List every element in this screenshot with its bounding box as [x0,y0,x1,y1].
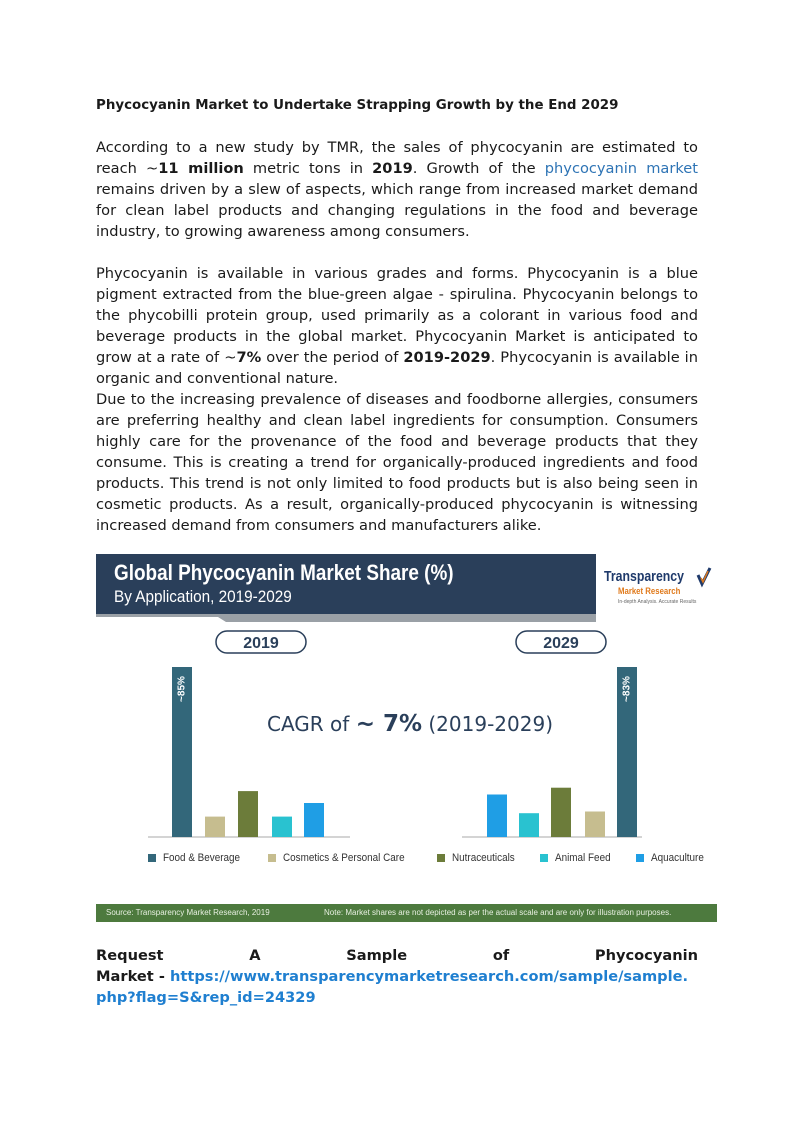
paragraph-3: Due to the increasing prevalence of diseases and foodborne allergies, consumers are preferring healthy and clean label ingredients for consumption. Consumers highly care for the provenance of the food and beverage products that they consume. This is creating a trend for organically-produced ingredients and food products. This trend is not only limited to food products but is also being seen in cosmetic products. As a result, organically-produced phycocyanin is witnessing increased demand from consumers and manufacturers alike. [96,391,698,534]
legend-item [148,852,249,864]
bar-cosmetics-personal-care [205,817,225,837]
request-word: Sample [346,947,408,964]
year-label: 2019 [243,635,279,652]
market-label: Market - [96,968,170,985]
legend-swatch [437,854,445,862]
paragraph-1: According to a new study by TMR, the sales of phycocyanin are estimated to reach ~11 million metric tons in 2019. Growth of the phycocyanin market remains driven by a slew of aspects, which range from increased market demand for clean label products and changing regulations in the food and beverage industry, to growing awareness among consumers. [96,139,698,240]
legend-label: Aquaculture [651,852,705,864]
legend-item [540,852,617,864]
bar-cosmetics-personal-care [585,812,605,838]
legend-label: Animal Feed [555,852,612,864]
sample-request [96,945,698,1008]
legend-label: Food & Beverage [163,852,241,864]
request-url-line [96,966,698,1008]
paragraph-2: Phycocyanin is available in various grades and forms. Phycocyanin is a blue pigment extracted from the blue-green algae - spirulina. Phycocyanin belongs to the phycobilli protein group, used primarily as a colorant in various food and beverage products in the global market. Phycocyanin Market is anticipated to grow at a rate of ~7% over the period of 2019-2029. Phycocyanin is available in organic and conventional nature. [96,265,698,387]
logo-name: Transparency [604,568,685,585]
legend-swatch [268,854,276,862]
chart-source: Source: Transparency Market Research, 2019 [106,908,270,917]
legend-item [636,852,710,864]
logo-check-icon [696,566,712,588]
request-word: Phycocyanin [594,947,698,964]
chart-subtitle: By Application, 2019-2029 [114,587,292,606]
cagr-prefix: CAGR of [267,712,356,736]
legend-swatch [540,854,548,862]
legend-item [437,852,522,864]
logo-tagline: In-depth Analysis. Accurate Results [618,599,697,605]
market-share-infographic [96,554,717,922]
cagr-value: ~ 7% [355,711,423,737]
legend-swatch [148,854,156,862]
bar-animal-feed [519,813,539,837]
cagr-annotation [267,711,553,737]
year-label: 2029 [543,635,579,652]
bar-nutraceuticals [551,788,571,837]
chart-title: Global Phycocyanin Market Share (%) [114,560,454,585]
bar-nutraceuticals [238,791,258,837]
chart-title-banner [96,554,596,614]
legend-item [268,852,418,864]
request-word: of [492,947,510,964]
phycocyanin-market-link[interactable]: phycocyanin market [544,160,698,177]
legend-label: Cosmetics & Personal Care [282,852,405,864]
legend-swatch [636,854,644,862]
sample-request-link[interactable]: https://www.transparencymarketresearch.com/sample/sample.php?flag=S&rep_id=24329 [96,968,689,1006]
chart-legend [148,852,729,864]
cagr-period: (2019-2029) [422,712,553,736]
logo-subname: Market Research [618,586,681,597]
chart-footer [96,904,717,922]
bar-aquaculture [304,803,324,837]
bar-aquaculture [487,795,507,838]
banner-shadow [96,614,596,624]
bar-data-label: ~85% [176,676,188,702]
bar-animal-feed [272,817,292,837]
legend-label: Nutraceuticals [451,852,515,864]
chart-note: Note: Market shares are not depicted as per the actual scale and are only for illustration purposes. [324,908,672,917]
request-word: Request [96,947,164,964]
bar-data-label: ~83% [621,676,633,702]
page-title: Phycocyanin Market to Undertake Strapping Growth by the End 2029 [96,98,619,113]
request-word: A [249,947,261,964]
request-line [96,945,698,966]
bar-chart [96,624,717,849]
company-logo [604,566,714,616]
